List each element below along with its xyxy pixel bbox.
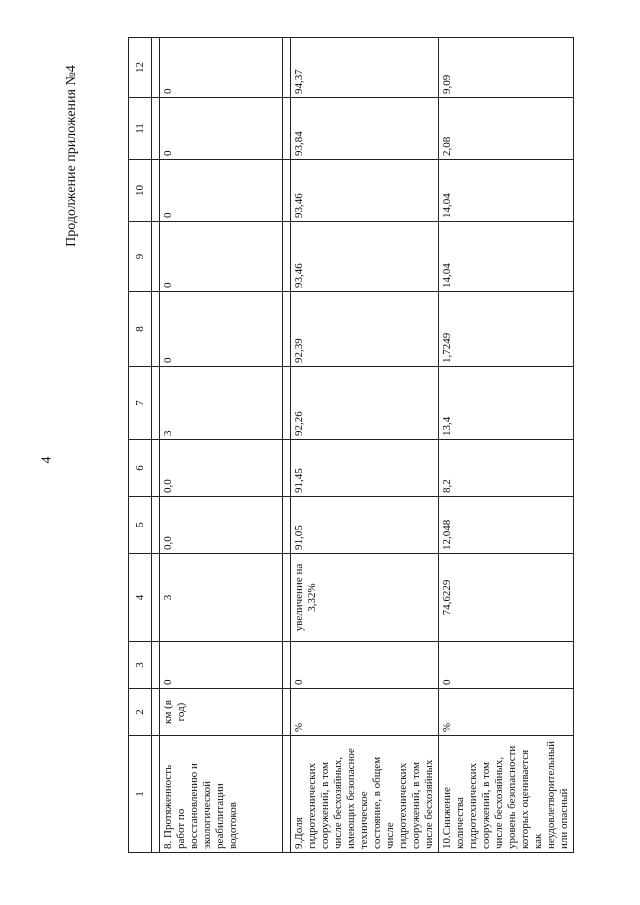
spacer-row <box>152 38 160 853</box>
value-cell: 93,46 <box>291 160 439 222</box>
value-cell: 0,0 <box>160 497 283 554</box>
value-cell: 0 <box>160 642 283 689</box>
table-row <box>160 38 283 853</box>
value-cell: 91,05 <box>291 497 439 554</box>
value-cell: 92,26 <box>291 367 439 440</box>
value-cell: увеличение на 3,32% <box>291 554 439 642</box>
value-cell: 0 <box>160 292 283 367</box>
value-cell: 8,2 <box>439 440 574 497</box>
column-number-row <box>129 38 152 853</box>
page-number: 4 <box>39 456 55 464</box>
value-cell: 14,04 <box>439 222 574 292</box>
value-cell: 9,09 <box>439 38 574 98</box>
value-cell: 0 <box>160 98 283 160</box>
value-cell: 2,08 <box>439 98 574 160</box>
value-cell: 93,84 <box>291 98 439 160</box>
column-number: 4 <box>129 554 152 642</box>
table-row <box>439 38 574 853</box>
column-number: 5 <box>129 497 152 554</box>
value-cell: 3 <box>160 554 283 642</box>
column-number: 8 <box>129 292 152 367</box>
column-number: 11 <box>129 98 152 160</box>
value-cell: 14,04 <box>439 160 574 222</box>
indicator-name: 9.Доля гидротехнических сооружений, в том числе бесхозяйных, имеющих безопасное техническое состояние, в общем числе гидротехнических сооружений, в том числе бесхозяйных <box>291 736 439 853</box>
column-number: 1 <box>129 736 152 853</box>
value-cell: 0 <box>160 160 283 222</box>
value-cell: 0,0 <box>160 440 283 497</box>
value-cell: 0 <box>160 222 283 292</box>
column-number: 7 <box>129 367 152 440</box>
column-number: 9 <box>129 222 152 292</box>
indicators-table <box>128 37 574 853</box>
column-number: 12 <box>129 38 152 98</box>
value-cell: 0 <box>291 642 439 689</box>
value-cell: 13,4 <box>439 367 574 440</box>
value-cell: 91,45 <box>291 440 439 497</box>
unit-cell: % <box>439 689 574 736</box>
indicators-table-container <box>128 38 570 853</box>
column-number: 3 <box>129 642 152 689</box>
value-cell: 0 <box>439 642 574 689</box>
appendix-caption: Продолжение приложения №4 <box>64 65 79 247</box>
spacer-row <box>283 38 291 853</box>
value-cell: 12,048 <box>439 497 574 554</box>
indicator-name: 10.Снижение количества гидротехнических сооружений, в том числе бесхозяйных, уровень безопасности которых оценивается как неудовлетворительный или опасный <box>439 736 574 853</box>
table-row <box>291 38 439 853</box>
value-cell: 3 <box>160 367 283 440</box>
value-cell: 74,6229 <box>439 554 574 642</box>
indicator-name: 8. Протяженность работ по восстановлению и экологической реабилитации водотоков <box>160 736 283 853</box>
value-cell: 0 <box>160 38 283 98</box>
value-cell: 93,46 <box>291 222 439 292</box>
value-cell: 1,7249 <box>439 292 574 367</box>
unit-cell: % <box>291 689 439 736</box>
column-number: 10 <box>129 160 152 222</box>
value-cell: 92,39 <box>291 292 439 367</box>
unit-cell: км (в год) <box>160 689 283 736</box>
column-number: 6 <box>129 440 152 497</box>
column-number: 2 <box>129 689 152 736</box>
value-cell: 94,37 <box>291 38 439 98</box>
